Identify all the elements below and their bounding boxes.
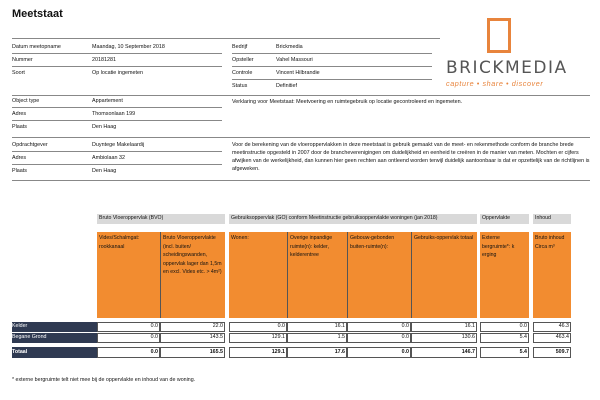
column-header <box>97 232 160 318</box>
group-header-label: Inhoud <box>535 215 551 221</box>
logo-tagline: capture • share • discover <box>446 79 544 88</box>
meta-label: Controle <box>232 70 253 76</box>
meta-value: 20181281 <box>92 57 116 63</box>
meta-label: Soort <box>12 70 25 76</box>
table-cell: 0.0 <box>401 334 409 340</box>
table-cell: 0.0 <box>401 323 409 329</box>
group-header-label: Oppervlakte <box>482 215 510 221</box>
table-row-label: Kelder <box>12 323 28 329</box>
meta-row <box>232 57 432 64</box>
meta-row <box>12 70 222 77</box>
meta-label: Nummer <box>12 57 33 63</box>
column-header-label: Bruto Vloeroppervlakte (incl. buiten/ scheidingswanden, oppervlak lager dan 1,5m en excl. Vides etc. > 4m²) <box>163 235 222 276</box>
meta-row <box>232 44 432 51</box>
column-header <box>287 232 347 318</box>
verklaring-text: Verklaring voor Meetstaat: Meetvoering en ruimtegebruik op locatie gecontroleerd en ingemeten. <box>232 99 463 105</box>
meta-label: Bedrijf <box>232 44 248 50</box>
meta-label: Datum meetopname <box>12 44 61 50</box>
logo-mark <box>487 18 511 53</box>
table-cell: 0.0 <box>277 323 285 329</box>
table-row-label: Totaal <box>12 349 28 355</box>
disclaimer-text: Voor de berekening van de vloeroppervlakken in deze meetstaat is gebruik gemaakt van de meet- en rekenmethode conform de branche brede meetinstructie opgesteld in 2007 door de brancheverenigingen om duidelijkheid en eenheid te creëren in de manier van meten. Mochten er cijfers afwijken van de werkelijkheid, dan kunnen hier geen rechten aan ontleend worden terwijl duidelijk aantoonbaar is dat er opzettelijk van de richtlijnen is afgeweken. <box>232 142 590 172</box>
client-value: Duyntege Makelaardij <box>92 142 145 148</box>
table-cell: 1.5 <box>337 334 345 340</box>
table-cell: 0.0 <box>150 349 158 355</box>
table-cell: 463.4 <box>555 334 569 340</box>
column-header <box>229 232 287 318</box>
object-value: Den Haag <box>92 124 117 130</box>
table-cell: 143.5 <box>209 334 223 340</box>
table-cell: 129.1 <box>271 334 285 340</box>
group-header-inh <box>533 214 571 224</box>
column-header-label: Wonen: <box>231 235 249 241</box>
column-header <box>533 232 571 318</box>
table-row-label: Begane Grond <box>12 334 47 340</box>
column-header <box>480 232 529 318</box>
table-cell: 0.0 <box>150 334 158 340</box>
table-cell: 16.1 <box>464 323 475 329</box>
client-label: Plaats <box>12 168 27 174</box>
column-header-label: Bruto inhoud Circa m³ <box>535 235 565 250</box>
group-header-label: Bruto Vloeroppervlak (BVO) <box>99 215 164 221</box>
object-row <box>12 124 222 131</box>
column-header-label: Gebruiks-oppervlak totaal <box>414 235 474 241</box>
column-header-label: Vides/Schalmgat: rookkanaal <box>99 235 140 250</box>
table-cell: 129.1 <box>271 349 285 355</box>
table-cell: 509.7 <box>555 349 569 355</box>
table-cell: 22.0 <box>212 323 223 329</box>
meta-value: Brickmedia <box>276 44 303 50</box>
column-header-label: Overige inpandige ruimte(n): kelder, kelderentree <box>290 235 333 259</box>
table-cell: 0.0 <box>519 323 527 329</box>
meta-value: Op locatie ingemeten <box>92 70 143 76</box>
client-value: Den Haag <box>92 168 117 174</box>
group-header-label: Gebruiksoppervlak (GO) conform Meetinstructie gebruiksoppervlakte woningen (jan 2018) <box>231 215 438 221</box>
meta-row <box>232 83 432 90</box>
logo: BRICKMEDIA <box>446 58 568 78</box>
meta-row <box>12 44 222 51</box>
table-cell: 5.4 <box>519 334 527 340</box>
object-value: Appartement <box>92 98 123 104</box>
group-header-bvo <box>97 214 225 224</box>
object-label: Adres <box>12 111 27 117</box>
meta-row <box>232 70 432 77</box>
client-row <box>12 155 222 162</box>
meta-row <box>12 57 222 64</box>
meta-label: Status <box>232 83 248 89</box>
table-cell: 146.7 <box>461 349 475 355</box>
meta-value: Vincent Hilbrandie <box>276 70 320 76</box>
column-header <box>411 232 477 318</box>
client-label: Adres <box>12 155 27 161</box>
object-label: Object type <box>12 98 40 104</box>
table-cell: 130.6 <box>461 334 475 340</box>
column-header-label: Externe bergruimte*: k erging <box>482 235 515 259</box>
table-cell: 17.6 <box>334 349 345 355</box>
table-cell: 46.3 <box>558 323 569 329</box>
client-row <box>12 142 222 149</box>
column-header <box>160 232 225 318</box>
table-cell: 165.5 <box>209 349 223 355</box>
page-title: Meetstaat <box>12 8 63 20</box>
table-cell: 16.1 <box>334 323 345 329</box>
meta-label: Opsteller <box>232 57 254 63</box>
object-label: Plaats <box>12 124 27 130</box>
client-label: Opdrachtgever <box>12 142 48 148</box>
client-row <box>12 168 222 175</box>
table-cell: 0.0 <box>401 349 409 355</box>
column-header-label: Gebouw-gebonden buiten-ruimte(n): <box>350 235 395 250</box>
object-row <box>12 98 222 105</box>
table-cell: 5.4 <box>519 349 527 355</box>
meta-value: Maandag, 10 September 2018 <box>92 44 165 50</box>
table-cell: 0.0 <box>150 323 158 329</box>
column-header <box>347 232 411 318</box>
object-row <box>12 111 222 118</box>
meta-value: Vahel Massouri <box>276 57 313 63</box>
group-header-opp <box>480 214 529 224</box>
client-value: Ambiolaan 32 <box>92 155 125 161</box>
footnote: * externe bergruimte telt niet mee bij de oppervlakte en inhoud van de woning. <box>12 377 196 383</box>
object-value: Thomsonlaan 199 <box>92 111 136 117</box>
meta-value: Definitief <box>276 83 297 89</box>
group-header-go <box>229 214 477 224</box>
